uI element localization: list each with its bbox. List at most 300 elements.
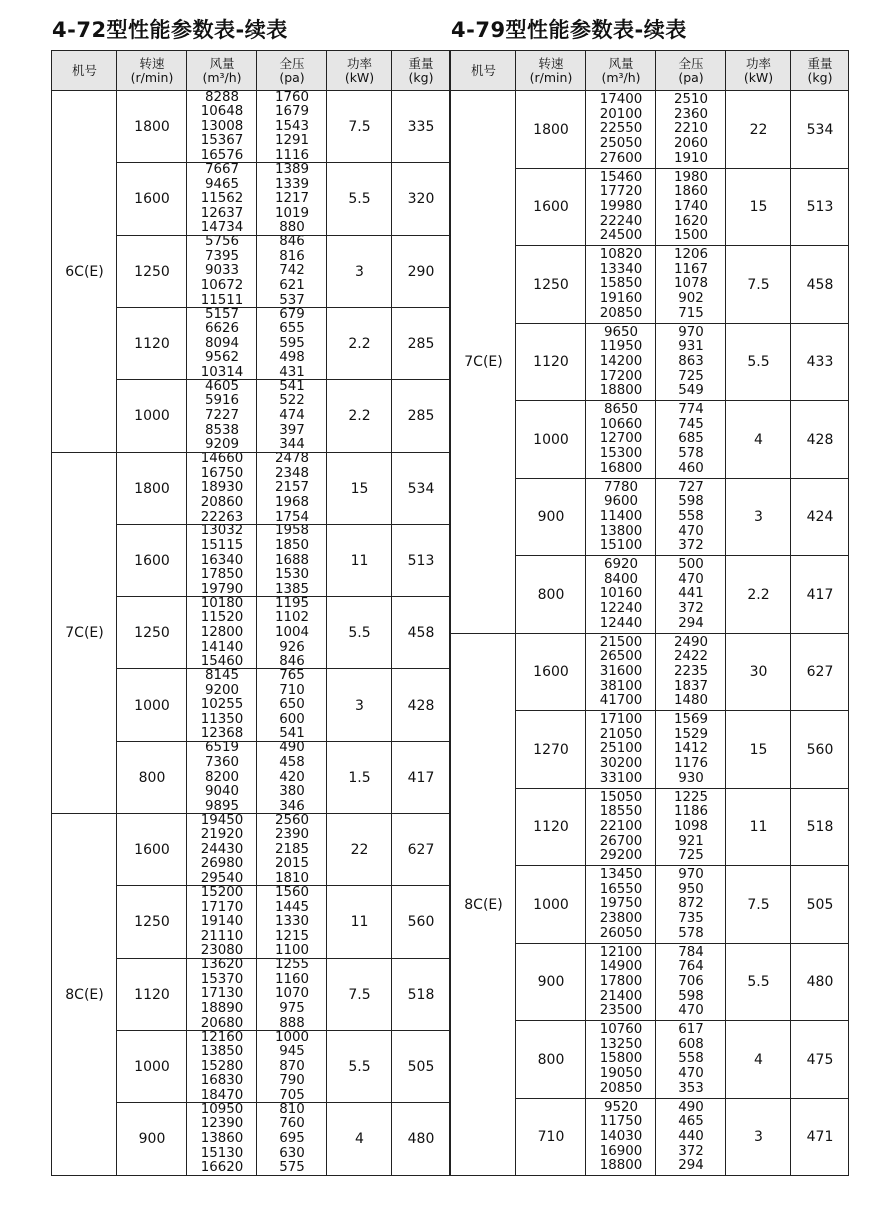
airflow-value: 10648	[200, 104, 244, 120]
header-pressure	[256, 50, 327, 91]
pressure-value: 490	[279, 740, 305, 756]
model-number: 6C(E)	[65, 263, 104, 280]
airflow-value: 5916	[204, 393, 240, 409]
pressure-value: 1754	[274, 509, 310, 525]
weight-value: 428	[407, 697, 435, 714]
airflow-cell	[186, 668, 257, 741]
pressure-cell	[655, 90, 726, 169]
airflow-value: 7360	[204, 754, 240, 770]
airflow-value: 30200	[599, 756, 643, 772]
weight-cell	[790, 555, 849, 634]
speed-value: 1270	[533, 741, 569, 758]
airflow-value: 25100	[599, 741, 643, 757]
weight-value: 518	[806, 819, 834, 836]
pressure-value: 725	[678, 848, 704, 864]
airflow-value: 16550	[599, 881, 643, 897]
airflow-value: 17850	[200, 567, 244, 583]
airflow-value: 14660	[200, 451, 244, 467]
airflow-value: 10314	[200, 364, 244, 380]
pressure-value: 1078	[673, 276, 709, 292]
weight-cell	[790, 400, 849, 479]
pressure-value: 950	[678, 881, 704, 897]
airflow-cell	[585, 1020, 656, 1099]
airflow-value: 41700	[599, 693, 643, 709]
pressure-cell	[256, 1030, 327, 1103]
pressure-value: 1217	[274, 191, 310, 207]
power-cell	[326, 162, 392, 235]
airflow-value: 8650	[603, 402, 639, 418]
airflow-value: 29200	[599, 848, 643, 864]
pressure-cell	[256, 958, 327, 1031]
airflow-value: 26500	[599, 649, 643, 665]
power-cell	[725, 478, 791, 557]
pressure-value: 549	[678, 383, 704, 399]
airflow-cell	[186, 1102, 257, 1175]
pressure-value: 685	[678, 431, 704, 447]
speed-value: 1600	[134, 191, 170, 208]
power-value: 3	[355, 697, 364, 714]
weight-cell	[790, 710, 849, 789]
pressure-value: 460	[678, 460, 704, 476]
airflow-value: 12700	[599, 431, 643, 447]
pressure-value: 945	[279, 1044, 305, 1060]
model-cell	[51, 452, 117, 815]
airflow-value: 10820	[599, 247, 643, 263]
airflow-value: 21500	[599, 634, 643, 650]
airflow-value: 22100	[599, 818, 643, 834]
airflow-cell	[186, 596, 257, 669]
power-value: 5.5	[348, 625, 371, 642]
header-label: 全压	[678, 56, 704, 71]
header-unit: (r/min)	[130, 70, 174, 85]
speed-value: 1000	[533, 896, 569, 913]
header-label: 功率	[745, 56, 771, 71]
pressure-value: 2422	[673, 649, 709, 665]
weight-cell	[790, 245, 849, 324]
header-weight	[790, 50, 849, 91]
pressure-value: 490	[678, 1099, 704, 1115]
pressure-value: 1186	[673, 804, 709, 820]
pressure-value: 872	[678, 896, 704, 912]
pressure-cell	[256, 1102, 327, 1175]
weight-value: 560	[407, 914, 435, 931]
pressure-value: 710	[279, 682, 305, 698]
pressure-value: 372	[678, 1143, 704, 1159]
model-number: 7C(E)	[65, 625, 104, 642]
airflow-cell	[186, 162, 257, 235]
power-cell	[725, 788, 791, 867]
weight-cell	[391, 379, 450, 452]
airflow-value: 12440	[599, 615, 643, 631]
airflow-value: 11400	[599, 508, 643, 524]
pressure-value: 774	[678, 402, 704, 418]
power-value: 3	[754, 1129, 763, 1146]
pressure-value: 1530	[274, 567, 310, 583]
pressure-value: 765	[279, 668, 305, 684]
airflow-value: 11511	[200, 292, 244, 308]
model-number: 7C(E)	[464, 354, 503, 371]
pressure-value: 1019	[274, 205, 310, 221]
weight-value: 285	[407, 336, 435, 353]
airflow-value: 10760	[599, 1022, 643, 1038]
airflow-value: 17800	[599, 973, 643, 989]
pressure-value: 1480	[673, 693, 709, 709]
model-cell	[450, 90, 516, 634]
power-cell	[326, 741, 392, 814]
weight-cell	[391, 958, 450, 1031]
weight-value: 505	[407, 1059, 435, 1076]
power-value: 15	[350, 480, 369, 497]
airflow-value: 15130	[200, 1145, 244, 1161]
pressure-value: 1500	[673, 228, 709, 244]
power-value: 7.5	[747, 276, 770, 293]
header-label: 风量	[608, 56, 634, 71]
pressure-value: 372	[678, 601, 704, 617]
airflow-value: 25050	[599, 136, 643, 152]
header-unit: (pa)	[279, 70, 305, 85]
pressure-value: 1740	[673, 198, 709, 214]
pressure-value: 498	[279, 350, 305, 366]
airflow-value: 8400	[603, 571, 639, 587]
pressure-value: 537	[279, 292, 305, 308]
pressure-value: 2015	[274, 856, 310, 872]
pressure-value: 608	[678, 1036, 704, 1052]
airflow-value: 5756	[204, 234, 240, 250]
airflow-cell	[186, 379, 257, 452]
power-cell	[326, 596, 392, 669]
airflow-value: 13800	[599, 523, 643, 539]
airflow-cell	[186, 235, 257, 308]
power-cell	[326, 813, 392, 886]
airflow-value: 15050	[599, 789, 643, 805]
airflow-value: 14140	[200, 639, 244, 655]
pressure-value: 2490	[673, 634, 709, 650]
power-value: 2.2	[348, 408, 371, 425]
speed-cell	[515, 555, 586, 634]
pressure-value: 1560	[274, 885, 310, 900]
pressure-value: 921	[678, 833, 704, 849]
header-weight	[391, 50, 450, 91]
power-value: 5.5	[348, 1059, 371, 1076]
power-cell	[725, 400, 791, 479]
pressure-value: 880	[279, 220, 305, 236]
power-cell	[326, 379, 392, 452]
airflow-value: 16900	[599, 1143, 643, 1159]
power-cell	[725, 245, 791, 324]
airflow-value: 10660	[599, 416, 643, 432]
weight-cell	[790, 478, 849, 557]
pressure-value: 2390	[274, 827, 310, 843]
pressure-cell	[256, 813, 327, 886]
weight-cell	[790, 788, 849, 867]
pressure-cell	[655, 245, 726, 324]
airflow-value: 23080	[200, 943, 244, 959]
speed-cell	[116, 958, 187, 1031]
pressure-value: 725	[678, 368, 704, 384]
pressure-value: 2185	[274, 841, 310, 857]
airflow-value: 11520	[200, 610, 244, 626]
pressure-value: 440	[678, 1128, 704, 1144]
pressure-value: 420	[279, 769, 305, 785]
pressure-value: 1160	[274, 971, 310, 987]
pressure-value: 727	[678, 479, 704, 495]
speed-cell	[116, 379, 187, 452]
weight-cell	[391, 1102, 450, 1175]
pressure-cell	[655, 400, 726, 479]
pressure-value: 715	[678, 305, 704, 321]
speed-value: 800	[138, 769, 166, 786]
pressure-value: 500	[678, 557, 704, 573]
power-cell	[725, 710, 791, 789]
header-unit: (kW)	[344, 70, 375, 85]
speed-cell	[116, 741, 187, 814]
speed-cell	[116, 1102, 187, 1175]
power-value: 15	[749, 741, 768, 758]
pressure-value: 474	[279, 408, 305, 424]
airflow-value: 15200	[200, 885, 244, 900]
pressure-value: 764	[678, 959, 704, 975]
pressure-value: 575	[279, 1160, 305, 1176]
speed-cell	[116, 452, 187, 525]
airflow-cell	[585, 555, 656, 634]
pressure-value: 888	[279, 1015, 305, 1031]
airflow-value: 9600	[603, 494, 639, 510]
model-cell	[51, 90, 117, 453]
pressure-value: 784	[678, 944, 704, 960]
airflow-cell	[186, 813, 257, 886]
speed-value: 1250	[533, 276, 569, 293]
airflow-value: 20860	[200, 494, 244, 510]
pressure-value: 470	[678, 571, 704, 587]
pressure-value: 598	[678, 988, 704, 1004]
airflow-value: 9033	[204, 263, 240, 279]
pressure-value: 458	[279, 754, 305, 770]
airflow-value: 13450	[599, 867, 643, 883]
speed-value: 1800	[134, 480, 170, 497]
pressure-value: 810	[279, 1102, 305, 1117]
power-value: 7.5	[348, 119, 371, 136]
header-label: 转速	[139, 56, 165, 71]
pressure-value: 1167	[673, 261, 709, 277]
pressure-cell	[655, 168, 726, 247]
pressure-value: 1910	[673, 150, 709, 166]
power-value: 5.5	[747, 354, 770, 371]
speed-value: 900	[537, 509, 565, 526]
header-label: 机号	[71, 63, 97, 78]
airflow-value: 12390	[200, 1116, 244, 1132]
airflow-value: 15367	[200, 133, 244, 149]
weight-cell	[391, 524, 450, 597]
airflow-cell	[186, 307, 257, 380]
airflow-value: 10160	[599, 586, 643, 602]
weight-value: 417	[407, 769, 435, 786]
pressure-value: 1980	[673, 169, 709, 185]
pressure-value: 679	[279, 306, 305, 322]
airflow-value: 20100	[599, 106, 643, 122]
weight-cell	[391, 741, 450, 814]
weight-cell	[790, 168, 849, 247]
pressure-value: 1445	[274, 899, 310, 915]
pressure-value: 522	[279, 393, 305, 409]
airflow-value: 7780	[603, 479, 639, 495]
pressure-value: 2560	[274, 813, 310, 828]
pressure-value: 2360	[673, 106, 709, 122]
airflow-value: 8200	[204, 769, 240, 785]
airflow-value: 7227	[204, 408, 240, 424]
pressure-value: 650	[279, 697, 305, 713]
speed-value: 1120	[134, 336, 170, 353]
table-title-4-72: 4-72型性能参数表-续表	[52, 18, 288, 42]
power-cell	[326, 524, 392, 597]
airflow-value: 8145	[204, 668, 240, 684]
pressure-value: 1968	[274, 494, 310, 510]
header-speed	[515, 50, 586, 91]
weight-cell	[790, 633, 849, 712]
pressure-value: 380	[279, 784, 305, 800]
speed-value: 1800	[533, 121, 569, 138]
header-airflow	[585, 50, 656, 91]
pressure-value: 578	[678, 446, 704, 462]
airflow-value: 15300	[599, 446, 643, 462]
airflow-value: 11750	[599, 1114, 643, 1130]
pressure-value: 470	[678, 523, 704, 539]
airflow-value: 9465	[204, 176, 240, 192]
pressure-value: 541	[279, 379, 305, 394]
weight-value: 417	[806, 586, 834, 603]
pressure-value: 1958	[274, 523, 310, 539]
header-label: 机号	[470, 63, 496, 78]
pressure-value: 465	[678, 1114, 704, 1130]
speed-cell	[116, 885, 187, 958]
pressure-value: 1529	[673, 726, 709, 742]
weight-value: 428	[806, 431, 834, 448]
model-number: 8C(E)	[65, 986, 104, 1003]
pressure-value: 790	[279, 1073, 305, 1089]
speed-cell	[116, 235, 187, 308]
airflow-value: 16620	[200, 1160, 244, 1176]
speed-cell	[515, 400, 586, 479]
airflow-cell	[585, 90, 656, 169]
pressure-value: 2235	[673, 663, 709, 679]
airflow-cell	[585, 865, 656, 944]
speed-cell	[116, 524, 187, 597]
pressure-cell	[256, 379, 327, 452]
speed-cell	[515, 245, 586, 324]
speed-cell	[116, 596, 187, 669]
pressure-value: 816	[279, 248, 305, 264]
airflow-value: 23500	[599, 1003, 643, 1019]
speed-value: 900	[138, 1131, 166, 1148]
speed-value: 1600	[134, 842, 170, 859]
pressure-value: 598	[678, 494, 704, 510]
pressure-value: 863	[678, 353, 704, 369]
speed-value: 1800	[134, 119, 170, 136]
header-unit: (kg)	[807, 70, 833, 85]
airflow-value: 12160	[200, 1029, 244, 1045]
airflow-cell	[585, 478, 656, 557]
pressure-value: 470	[678, 1066, 704, 1082]
speed-value: 1000	[134, 1059, 170, 1076]
airflow-value: 8288	[204, 90, 240, 105]
pressure-value: 742	[279, 263, 305, 279]
airflow-value: 6920	[603, 557, 639, 573]
pressure-value: 1255	[274, 957, 310, 973]
header-model	[51, 50, 117, 91]
power-cell	[725, 555, 791, 634]
airflow-cell	[186, 524, 257, 597]
airflow-value: 19140	[200, 914, 244, 930]
power-value: 3	[754, 509, 763, 526]
airflow-value: 5157	[204, 306, 240, 322]
pressure-cell	[256, 668, 327, 741]
pressure-value: 706	[678, 973, 704, 989]
pressure-value: 630	[279, 1145, 305, 1161]
airflow-value: 6519	[204, 740, 240, 756]
pressure-value: 1385	[274, 581, 310, 597]
speed-value: 710	[537, 1129, 565, 1146]
weight-cell	[790, 943, 849, 1022]
airflow-value: 17170	[200, 899, 244, 915]
pressure-cell	[655, 1098, 726, 1177]
pressure-cell	[655, 478, 726, 557]
speed-cell	[515, 1020, 586, 1099]
header-label: 全压	[279, 56, 305, 71]
airflow-value: 23800	[599, 911, 643, 927]
airflow-value: 12800	[200, 624, 244, 640]
airflow-cell	[186, 90, 257, 163]
pressure-value: 1206	[673, 247, 709, 263]
weight-value: 505	[806, 896, 834, 913]
airflow-value: 33100	[599, 770, 643, 786]
pressure-value: 2348	[274, 465, 310, 481]
pressure-cell	[655, 710, 726, 789]
airflow-value: 24500	[599, 228, 643, 244]
pressure-value: 1176	[673, 756, 709, 772]
pressure-cell	[256, 452, 327, 525]
airflow-value: 11562	[200, 191, 244, 207]
weight-cell	[790, 90, 849, 169]
pressure-value: 397	[279, 422, 305, 438]
header-airflow	[186, 50, 257, 91]
power-value: 1.5	[348, 769, 371, 786]
pressure-value: 558	[678, 508, 704, 524]
pressure-value: 760	[279, 1116, 305, 1132]
pressure-value: 970	[678, 867, 704, 883]
airflow-value: 15115	[200, 538, 244, 554]
header-unit: (r/min)	[529, 70, 573, 85]
airflow-value: 11950	[599, 339, 643, 355]
airflow-value: 18800	[599, 1158, 643, 1174]
power-cell	[725, 90, 791, 169]
speed-value: 1120	[134, 986, 170, 1003]
weight-value: 475	[806, 1051, 834, 1068]
pressure-value: 1339	[274, 176, 310, 192]
pressure-value: 2210	[673, 121, 709, 137]
airflow-value: 15800	[599, 1051, 643, 1067]
airflow-value: 15100	[599, 538, 643, 554]
weight-cell	[391, 596, 450, 669]
speed-value: 1250	[134, 914, 170, 931]
pressure-cell	[256, 307, 327, 380]
airflow-cell	[585, 245, 656, 324]
power-value: 2.2	[747, 586, 770, 603]
speed-cell	[515, 788, 586, 867]
weight-value: 471	[806, 1129, 834, 1146]
power-cell	[326, 307, 392, 380]
airflow-value: 26050	[599, 925, 643, 941]
pressure-value: 600	[279, 711, 305, 727]
pressure-value: 578	[678, 925, 704, 941]
